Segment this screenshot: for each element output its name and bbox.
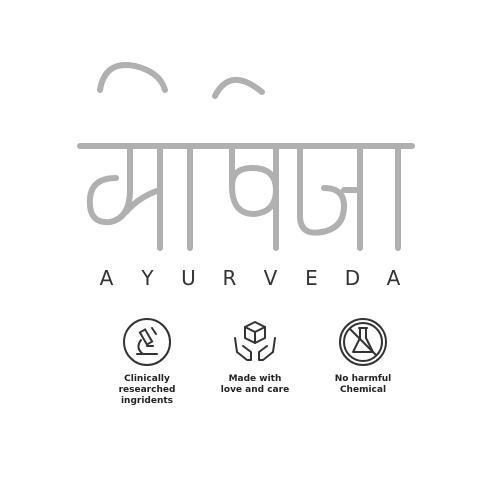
tagline-letter: Y [141, 266, 154, 290]
tagline-letter: D [344, 266, 361, 290]
tagline-letter: A [386, 266, 401, 290]
tagline-letter: U [181, 266, 196, 290]
badge-label: Made with love and care [220, 374, 290, 395]
feature-badges [95, 316, 415, 407]
tagline-letter: E [305, 266, 318, 290]
tagline-letter: R [222, 266, 237, 290]
tagline-letter: A [99, 266, 114, 290]
brand-tagline [0, 266, 500, 296]
badge-label: Clinically researched ingridents [118, 374, 176, 406]
badge-no-harmful-chemical [311, 316, 415, 407]
hands-box-icon [229, 316, 281, 368]
tagline-letter: V [263, 266, 278, 290]
badge-made-with-love [203, 316, 307, 407]
no-chemical-icon [337, 316, 389, 368]
microscope-icon [121, 316, 173, 368]
badge-clinically-researched [95, 316, 199, 407]
badge-label: No harmful Chemical [334, 374, 392, 395]
